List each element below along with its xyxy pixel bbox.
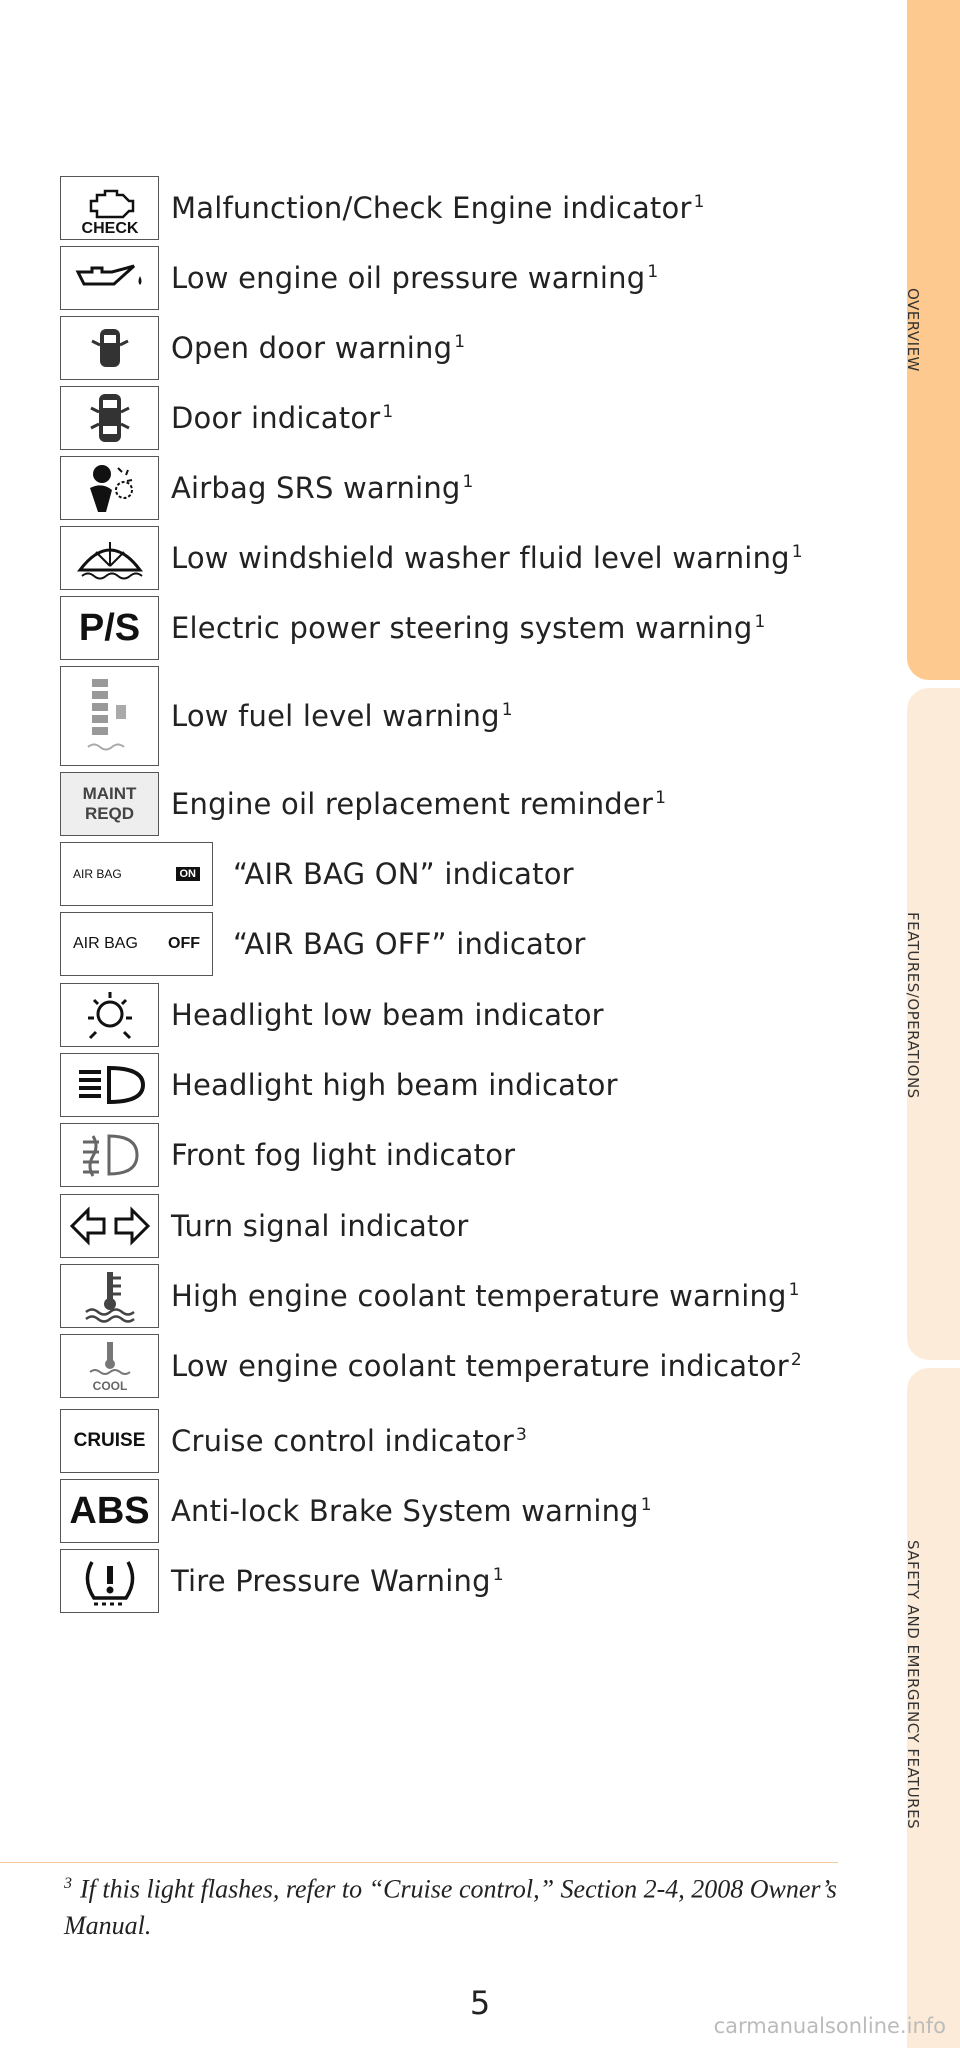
indicator-row: [60, 1549, 504, 1613]
maint-reqd-icon: MAINT REQD: [60, 772, 159, 836]
tab-features-operations[interactable]: FEATURES/OPERATIONS: [904, 912, 922, 1099]
indicator-row: [60, 1334, 802, 1398]
indicator-label: High engine coolant temperature warning $^1$: [171, 1279, 800, 1313]
power-steering-icon: P/S: [60, 596, 159, 660]
indicator-label: Anti-lock Brake System warning $^1$: [171, 1494, 652, 1528]
indicator-label: “AIR BAG OFF” indicator: [233, 927, 586, 961]
footnote: $^3$ If this light flashes, refer to “Cruise control,” Section 2-4, 2008 Owner’s Manual.: [64, 1874, 837, 1940]
indicator-label: Low engine coolant temperature indicator $^2$: [171, 1349, 802, 1383]
airbag-on-icon: AIR BAG ON: [60, 842, 213, 906]
airbag-icon: [60, 456, 159, 520]
tab-overview[interactable]: OVERVIEW: [904, 288, 922, 372]
tire-pressure-icon: [60, 1549, 159, 1613]
indicator-label: Airbag SRS warning $^1$: [171, 471, 474, 505]
indicator-row: [60, 842, 576, 906]
check-engine-icon-text: CHECK: [81, 220, 138, 237]
oil-can-icon: [60, 246, 159, 310]
indicator-label: Front fog light indicator: [171, 1138, 516, 1172]
indicator-label: Door indicator $^1$: [171, 401, 394, 435]
fuel-gauge-icon: [60, 666, 159, 766]
abs-icon: ABS: [60, 1479, 159, 1543]
coolant-high-icon: [60, 1264, 159, 1328]
turn-signal-icon: [60, 1194, 159, 1258]
indicator-label: Cruise control indicator $^3$: [171, 1424, 528, 1458]
watermark: carmanualsonline.info: [713, 2014, 946, 2038]
indicator-row: [60, 983, 606, 1047]
cruise-icon: CRUISE: [60, 1409, 159, 1473]
indicator-label: Headlight low beam indicator: [171, 998, 604, 1032]
indicator-label: Malfunction/Check Engine indicator $^1$: [171, 191, 705, 225]
airbag-off-badge: OFF: [168, 935, 200, 952]
indicator-row: [60, 456, 474, 520]
airbag-on-badge: ON: [176, 867, 201, 881]
indicator-row: [60, 386, 393, 450]
airbag-off-icon: AIR BAG OFF: [60, 912, 213, 976]
indicator-row: [60, 246, 658, 310]
indicator-row: [60, 1123, 517, 1187]
indicator-label: “AIR BAG ON” indicator: [233, 857, 574, 891]
indicator-row: [60, 1264, 800, 1328]
indicator-row: [60, 526, 803, 590]
indicator-label: Low fuel level warning $^1$: [171, 699, 513, 733]
indicator-row: [60, 666, 513, 766]
indicator-row: [60, 1479, 652, 1543]
indicator-row: [60, 912, 588, 976]
page-number: 5: [469, 1984, 491, 2022]
indicator-label: Electric power steering system warning $^1$: [171, 611, 766, 645]
indicator-row: [60, 1194, 471, 1258]
low-beam-icon: [60, 983, 159, 1047]
indicator-row: [60, 1409, 527, 1473]
indicator-row: [60, 596, 766, 660]
indicator-label: Tire Pressure Warning $^1$: [171, 1564, 504, 1598]
indicator-label: Low engine oil pressure warning $^1$: [171, 261, 659, 295]
indicator-row: [60, 176, 705, 240]
fog-light-icon: [60, 1123, 159, 1187]
indicator-label: Open door warning $^1$: [171, 331, 466, 365]
coolant-low-icon-text: COOL: [92, 1379, 127, 1393]
washer-fluid-icon: [60, 526, 159, 590]
indicator-label: Engine oil replacement reminder $^1$: [171, 787, 667, 821]
check-engine-icon: [60, 176, 159, 240]
door-indicator-icon: [60, 386, 159, 450]
high-beam-icon: [60, 1053, 159, 1117]
tab-safety-emergency[interactable]: SAFETY AND EMERGENCY FEATURES: [904, 1540, 922, 1830]
indicator-row: [60, 316, 465, 380]
coolant-low-icon: [60, 1334, 159, 1398]
indicator-label: Headlight high beam indicator: [171, 1068, 618, 1102]
indicator-row: [60, 1053, 620, 1117]
footnote-divider: [0, 1862, 838, 1863]
open-door-icon: [60, 316, 159, 380]
indicator-row: [60, 772, 666, 836]
indicator-label: Turn signal indicator: [171, 1209, 469, 1243]
indicator-label: Low windshield washer fluid level warning $^1$: [171, 541, 803, 575]
